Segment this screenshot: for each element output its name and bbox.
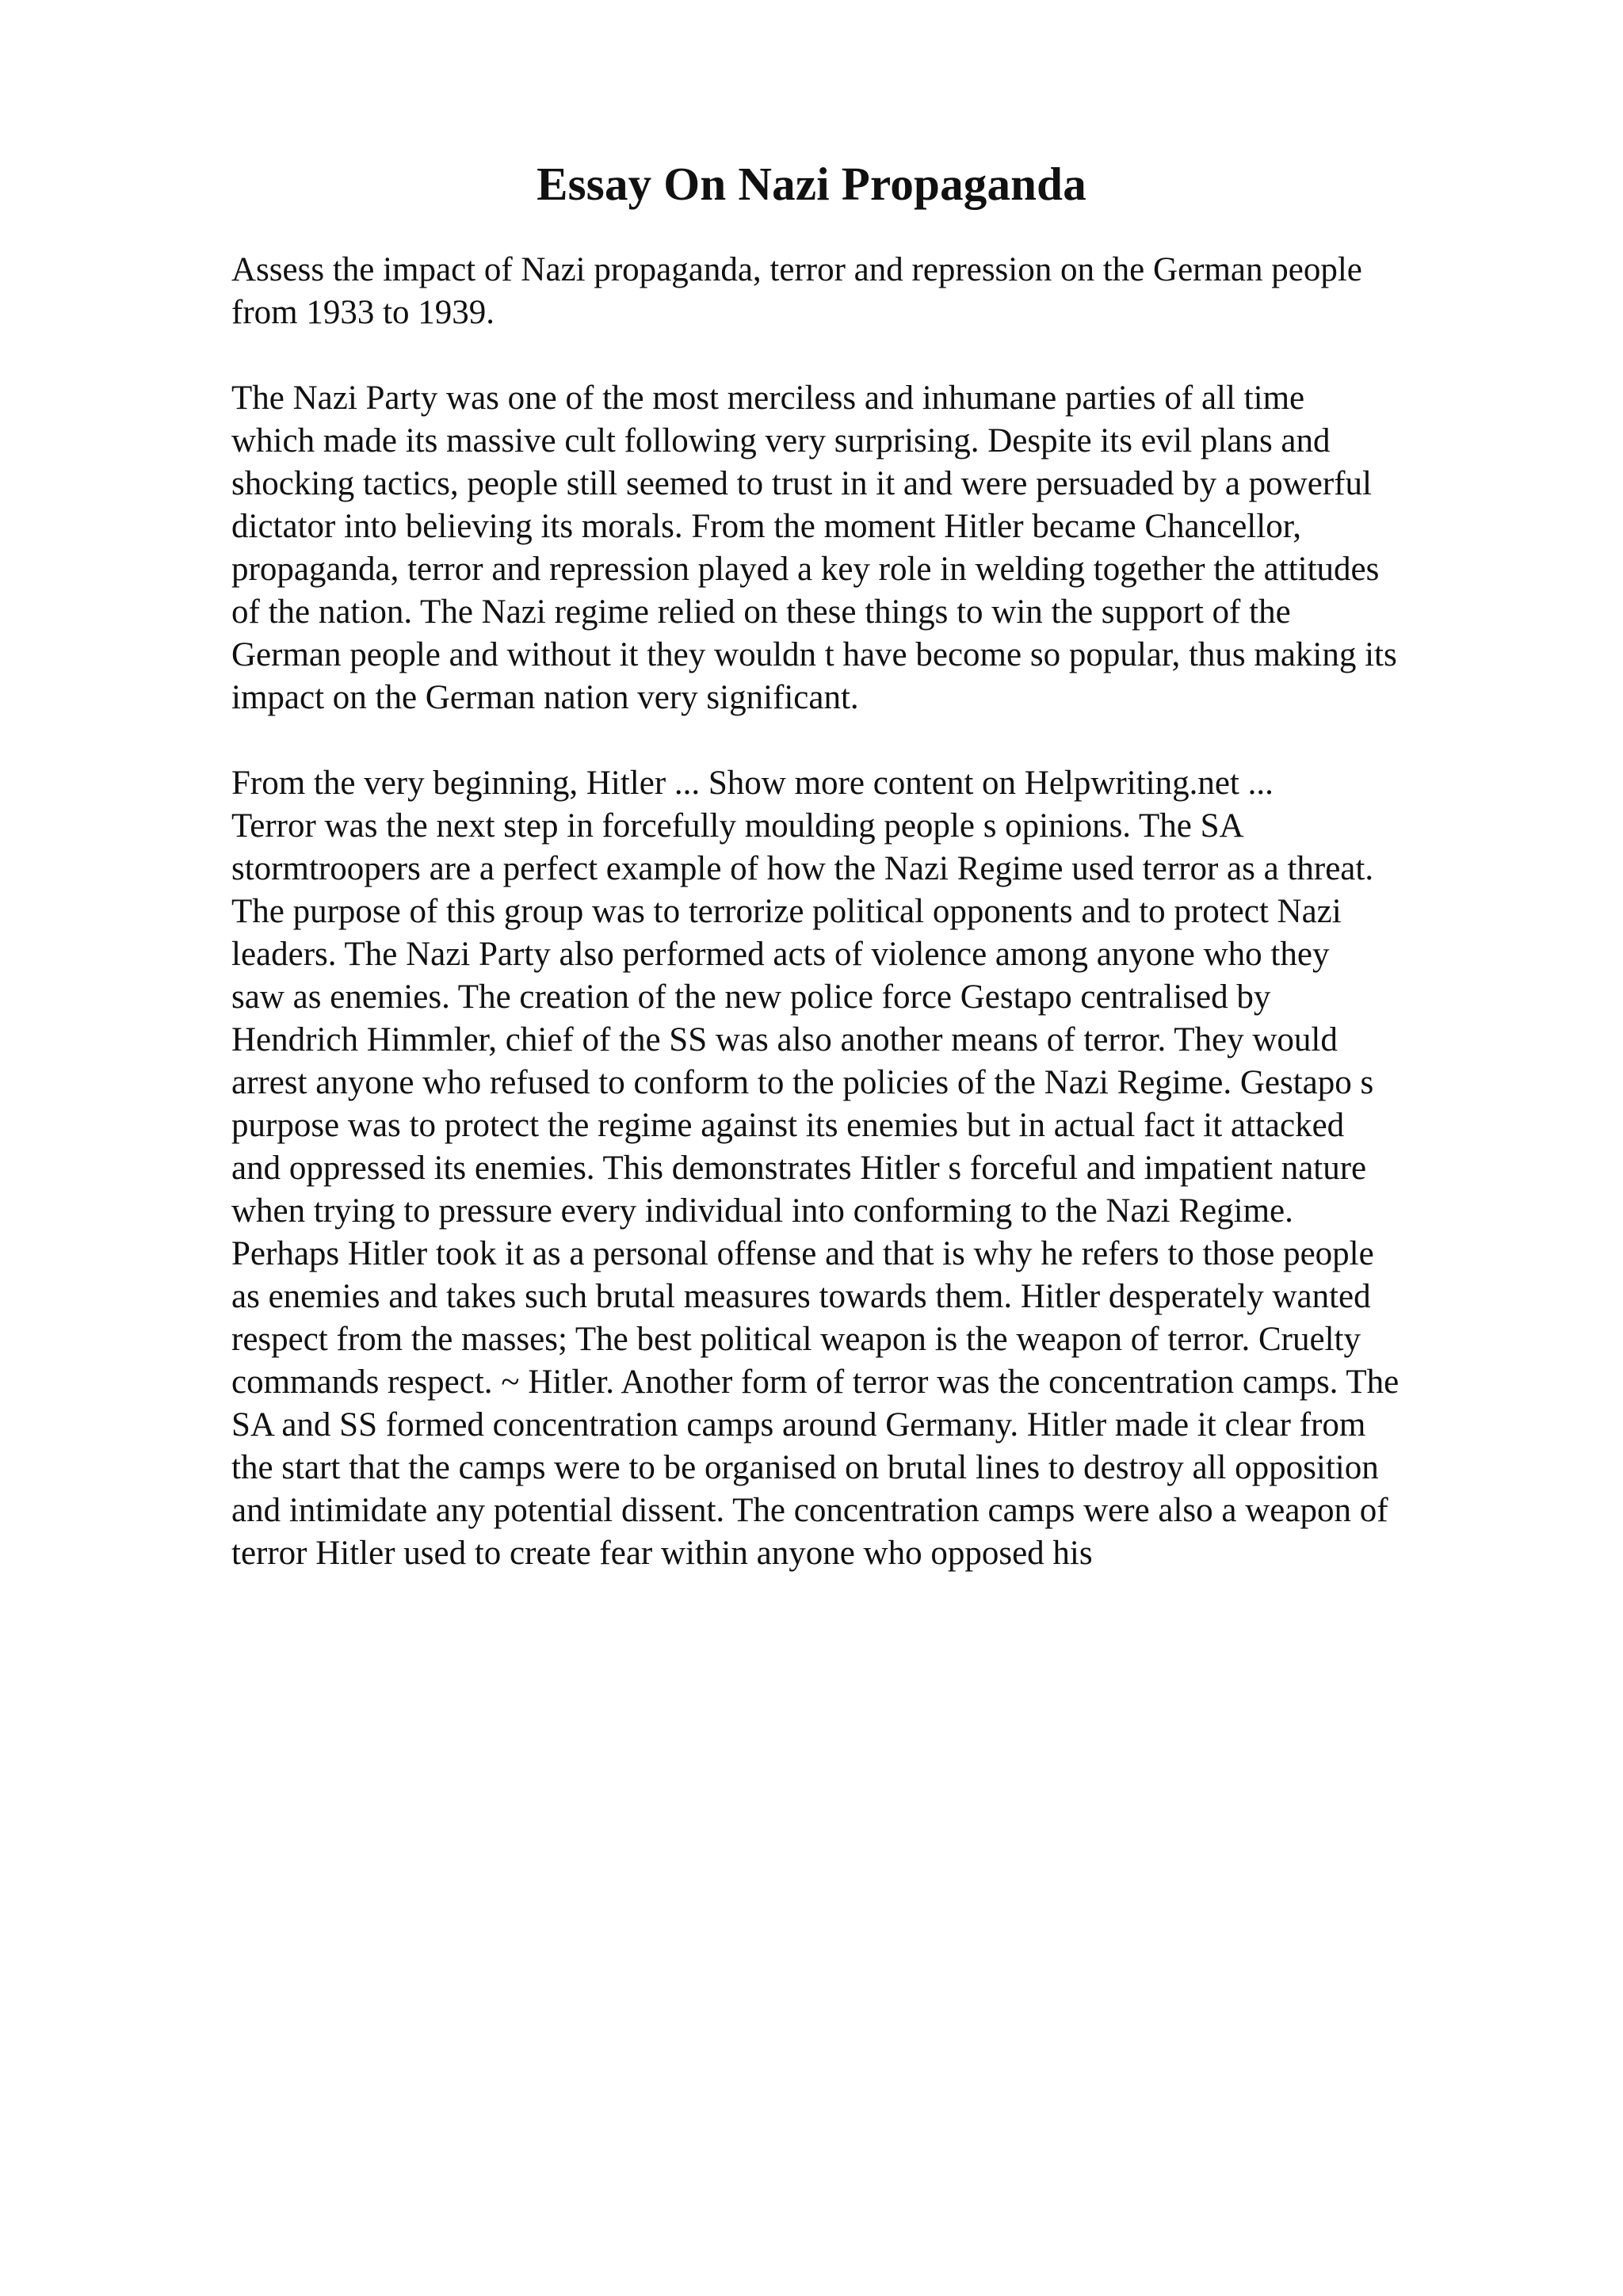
paragraph-3-line-3: stormtroopers are a perfect example of how the Nazi Regime used terror as a threat. bbox=[231, 850, 1374, 887]
paragraph-1-line-2: from 1933 to 1939. bbox=[231, 294, 495, 331]
paragraph-3-line-10: and oppressed its enemies. This demonstrates Hitler s forceful and impatient nature bbox=[231, 1150, 1367, 1187]
paragraph-3-line-7: Hendrich Himmler, chief of the SS was also another means of terror. They would bbox=[231, 1021, 1338, 1058]
paragraph-2-line-4: dictator into believing its morals. From the moment Hitler became Chancellor, bbox=[231, 508, 1302, 545]
paragraph-3-line-17: the start that the camps were to be organised on brutal lines to destroy all opposition bbox=[231, 1449, 1379, 1486]
paragraph-2-line-6: of the nation. The Nazi regime relied on these things to win the support of the bbox=[231, 593, 1291, 631]
paragraph-3-line-11: when trying to pressure every individual into conforming to the Nazi Regime. bbox=[231, 1192, 1293, 1230]
paragraph-3-line-15: commands respect. ~ Hitler. Another form of terror was the concentration camps. The bbox=[231, 1363, 1400, 1401]
paragraph-3-line-19: terror Hitler used to create fear within anyone who opposed his bbox=[231, 1535, 1093, 1572]
paragraph-3-line-14: respect from the masses; The best political weapon is the weapon of terror. Cruelty bbox=[231, 1321, 1361, 1358]
paragraph-2-line-8: impact on the German nation very significant. bbox=[231, 679, 859, 716]
document-title: Essay On Nazi Propaganda bbox=[537, 158, 1086, 210]
paragraph-2-line-3: shocking tactics, people still seemed to trust in it and were persuaded by a powerful bbox=[231, 465, 1372, 502]
paragraph-3-line-8: arrest anyone who refused to conform to the policies of the Nazi Regime. Gestapo s bbox=[231, 1064, 1374, 1101]
paragraph-3-line-5: leaders. The Nazi Party also performed acts of violence among anyone who they bbox=[231, 936, 1330, 973]
paragraph-3-line-2: Terror was the next step in forcefully moulding people s opinions. The SA bbox=[231, 807, 1244, 845]
paragraph-2-line-7: German people and without it they wouldn t have become so popular, thus making its bbox=[231, 636, 1397, 673]
paragraph-1-line-1: Assess the impact of Nazi propaganda, terror and repression on the German people bbox=[231, 251, 1362, 288]
paragraph-2-line-2: which made its massive cult following very surprising. Despite its evil plans and bbox=[231, 422, 1331, 460]
paragraph-3-line-9: purpose was to protect the regime against its enemies but in actual fact it attacked bbox=[231, 1107, 1345, 1144]
paragraph-3-line-1: From the very beginning, Hitler ... Show more content on Helpwriting.net ... bbox=[231, 765, 1274, 802]
paragraph-2-line-1: The Nazi Party was one of the most merciless and inhumane parties of all time bbox=[231, 379, 1305, 417]
paragraph-3-line-6: saw as enemies. The creation of the new police force Gestapo centralised by bbox=[231, 978, 1271, 1016]
paragraph-3-line-16: SA and SS formed concentration camps around Germany. Hitler made it clear from bbox=[231, 1406, 1366, 1444]
paragraph-2-line-5: propaganda, terror and repression played a key role in welding together the attitudes bbox=[231, 551, 1380, 588]
paragraph-3-line-18: and intimidate any potential dissent. The concentration camps were also a weapon of bbox=[231, 1492, 1388, 1529]
paragraph-3-line-4: The purpose of this group was to terrorize political opponents and to protect Nazi bbox=[231, 893, 1342, 930]
paragraph-3-line-13: as enemies and takes such brutal measures towards them. Hitler desperately wanted bbox=[231, 1278, 1371, 1315]
paragraph-3-line-12: Perhaps Hitler took it as a personal offense and that is why he refers to those people bbox=[231, 1235, 1374, 1272]
